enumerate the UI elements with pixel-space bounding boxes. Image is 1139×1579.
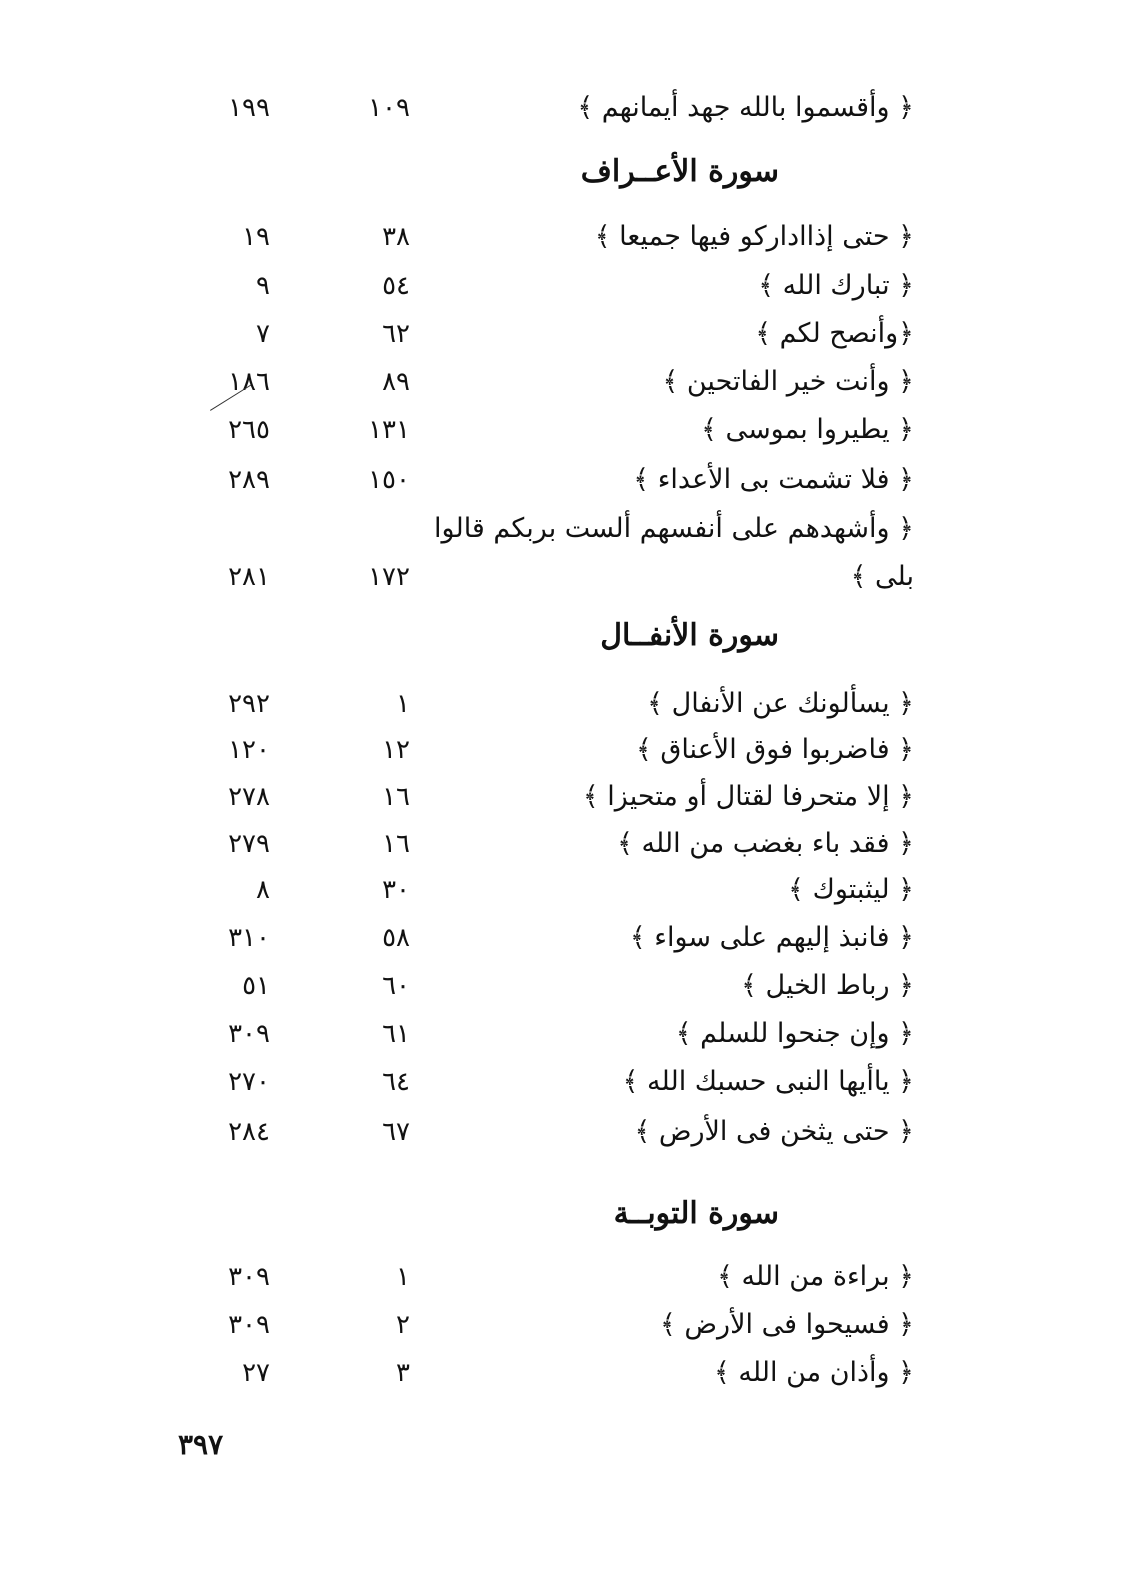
ayah-number: ١٥٠ (368, 465, 410, 495)
ayah-number: ٢ (396, 1310, 410, 1340)
verse-text: ﴿ ياأيها النبى حسبك الله ﴾ (622, 1066, 914, 1097)
ayah-number: ١٠٩ (368, 93, 410, 123)
ayah-number: ١٣١ (368, 415, 410, 445)
verse-text: ﴿ رباط الخيل ﴾ (741, 970, 914, 1001)
verse-text: ﴿ فاضربوا فوق الأعناق ﴾ (635, 734, 914, 765)
index-row (0, 914, 1139, 962)
index-row (0, 1108, 1139, 1156)
verse-text: ﴿ براءة من الله ﴾ (717, 1261, 914, 1292)
ayah-number: ٦٧ (382, 1117, 410, 1147)
ayah-number: ٣٠ (382, 875, 410, 905)
page-reference: ٢٩٢ (228, 689, 270, 719)
ayah-number: ٥٤ (382, 271, 410, 301)
ayah-number: ١٧٢ (368, 562, 410, 592)
page-number: ٣٩٧ (178, 1428, 224, 1461)
page-reference: ٥١ (242, 971, 270, 1001)
verse-text: ﴿ ليثبتوك ﴾ (788, 874, 914, 905)
index-row (0, 505, 1139, 553)
ayah-number: ٨٩ (382, 367, 410, 397)
verse-text: ﴿ وأشهدهم على أنفسهم ألست بربكم قالوا (434, 513, 914, 544)
index-row (0, 820, 1139, 868)
verse-text: ﴿ وأقسموا بالله جهد أيمانهم ﴾ (577, 92, 914, 123)
verse-text: ﴿ وإن جنحوا للسلم ﴾ (675, 1018, 914, 1049)
index-row (0, 962, 1139, 1010)
page-reference: ٣٠٩ (228, 1262, 270, 1292)
page-reference: ٨ (256, 875, 270, 905)
verse-text: ﴿وأنصح لكم ﴾ (755, 318, 914, 349)
verse-text: ﴿ فقد باء بغضب من الله ﴾ (617, 828, 914, 859)
ayah-number: ٦١ (382, 1019, 410, 1049)
ayah-number: ٥٨ (382, 923, 410, 953)
page-reference: ٢٧ (242, 1358, 270, 1388)
page-reference: ٢٨٤ (228, 1117, 270, 1147)
page-reference: ٢٨١ (228, 562, 270, 592)
ayah-number: ٣٨ (382, 222, 410, 252)
page-reference: ٣٠٩ (228, 1310, 270, 1340)
verse-text: ﴿ فلا تشمت بى الأعداء ﴾ (633, 464, 914, 495)
index-row (0, 680, 1139, 728)
index-row (0, 1010, 1139, 1058)
index-row (0, 726, 1139, 774)
index-row (0, 1058, 1139, 1106)
verse-text: ﴿ فانبذ إليهم على سواء ﴾ (629, 922, 914, 953)
verse-text: ﴿ فسيحوا فى الأرض ﴾ (660, 1309, 914, 1340)
page-reference: ٢٧٩ (228, 829, 270, 859)
index-row (0, 310, 1139, 358)
index-row (0, 358, 1139, 406)
verse-text: ﴿ تبارك الله ﴾ (758, 270, 914, 301)
page-reference: ٢٧٨ (228, 782, 270, 812)
page-reference: ١٨٦ (228, 367, 270, 397)
verse-text: ﴿ يسألونك عن الأنفال ﴾ (647, 688, 914, 719)
index-row (0, 84, 1139, 132)
index-row (0, 262, 1139, 310)
surah-heading-araf: سورة الأعــراف (580, 154, 779, 189)
verse-text: ﴿ حتى إذاادارکو فيها جميعا ﴾ (594, 221, 914, 252)
page-reference: ١٩٩ (228, 93, 270, 123)
ayah-number: ٦٤ (382, 1067, 410, 1097)
ayah-number: ٣ (396, 1358, 410, 1388)
page-reference: ٢٦٥ (228, 415, 270, 445)
index-row (0, 553, 1139, 601)
index-row (0, 1301, 1139, 1349)
page-reference: ٣٠٩ (228, 1019, 270, 1049)
page-reference: ٧ (256, 319, 270, 349)
page-reference: ٩ (256, 271, 270, 301)
ayah-number: ١ (396, 1262, 410, 1292)
index-row (0, 773, 1139, 821)
verse-text: ﴿ يطيروا بموسى ﴾ (701, 414, 914, 445)
ayah-number: ١٢ (382, 735, 410, 765)
verse-text: ﴿ حتى يثخن فى الأرض ﴾ (634, 1116, 914, 1147)
ayah-number: ١ (396, 689, 410, 719)
page-reference: ٢٧٠ (228, 1067, 270, 1097)
verse-text: بلى ﴾ (850, 561, 914, 592)
ayah-number: ٦٢ (382, 319, 410, 349)
verse-text: ﴿ وأذان من الله ﴾ (713, 1357, 914, 1388)
page-reference: ١٩ (242, 222, 270, 252)
page-reference: ٢٨٩ (228, 465, 270, 495)
index-row (0, 1349, 1139, 1397)
surah-heading-tawbah: سورة التوبــة (613, 1196, 779, 1231)
surah-heading-anfal: سورة الأنفــال (600, 618, 779, 653)
ayah-number: ١٦ (382, 829, 410, 859)
index-row (0, 456, 1139, 504)
index-row (0, 213, 1139, 261)
ayah-number: ١٦ (382, 782, 410, 812)
page-reference: ٣١٠ (228, 923, 270, 953)
ayah-number: ٦٠ (382, 971, 410, 1001)
index-row (0, 1253, 1139, 1301)
index-row (0, 406, 1139, 454)
verse-text: ﴿ وأنت خير الفاتحين ﴾ (662, 366, 914, 397)
index-row (0, 866, 1139, 914)
page-reference: ١٢٠ (228, 735, 270, 765)
verse-text: ﴿ إلا متحرفا لقتال أو متحيزا ﴾ (582, 781, 914, 812)
